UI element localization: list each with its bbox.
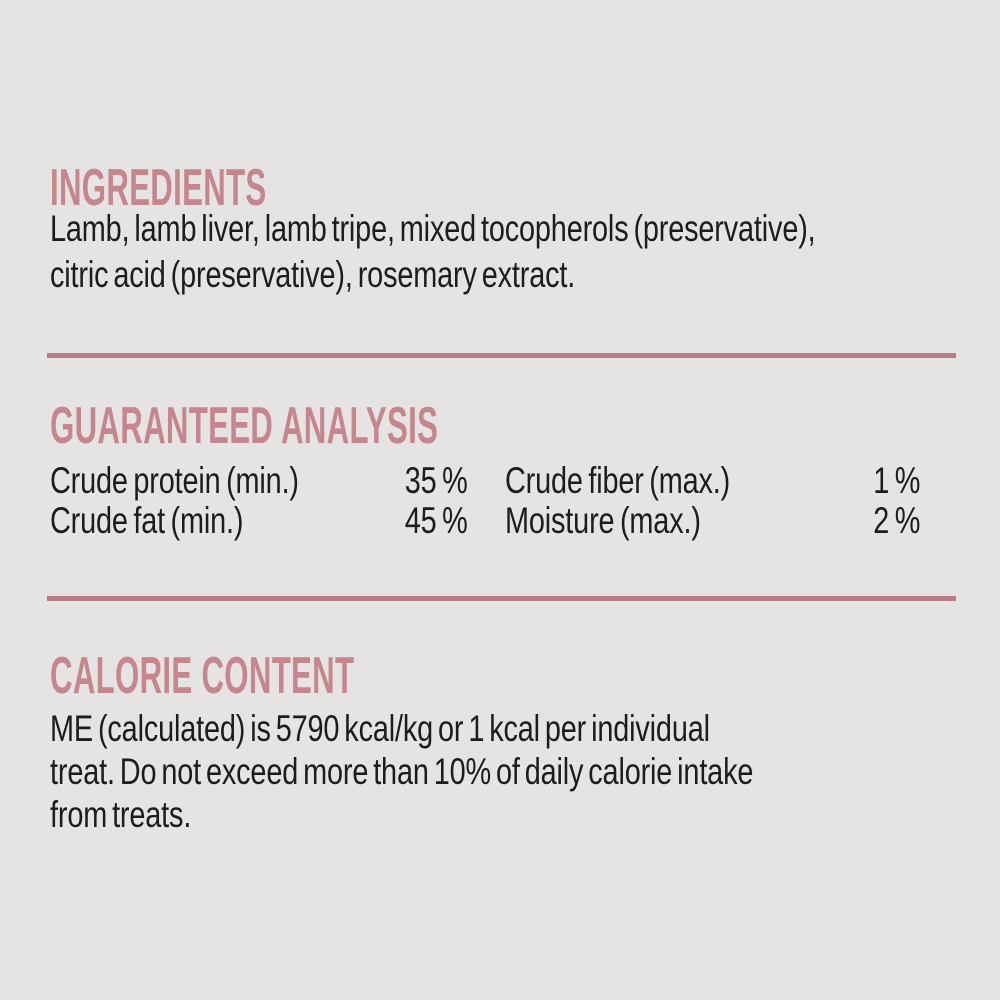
analysis-value-crude-fat: 45 % (405, 500, 468, 541)
analysis-label-crude-fiber: Crude fiber (max.) (505, 460, 731, 501)
ingredients-heading: INGREDIENTS (50, 159, 267, 217)
calorie-line-2: treat. Do not exceed more than 10% of daily calorie intake (50, 751, 754, 792)
analysis-value-crude-fiber: 1 % (873, 460, 920, 501)
analysis-label-crude-protein: Crude protein (min.) (50, 460, 299, 501)
analysis-value-moisture: 2 % (873, 500, 920, 541)
calorie-content-heading: CALORIE CONTENT (50, 647, 355, 705)
ingredients-line-2: citric acid (preservative), rosemary extract. (50, 254, 576, 295)
section-divider-1 (47, 353, 956, 358)
guaranteed-analysis-heading: GUARANTEED ANALYSIS (50, 397, 439, 455)
ingredients-text (50, 206, 816, 298)
ingredients-line-1: Lamb, lamb liver, lamb tripe, mixed tocopherols (preservative), (50, 208, 816, 249)
calorie-line-3: from treats. (50, 794, 192, 835)
analysis-label-moisture: Moisture (max.) (505, 500, 701, 541)
calorie-line-1: ME (calculated) is 5790 kcal/kg or 1 kcal per individual (50, 708, 710, 749)
analysis-value-crude-protein: 35 % (405, 460, 468, 501)
section-divider-2 (47, 596, 956, 601)
calorie-content-text (50, 707, 753, 836)
analysis-label-crude-fat: Crude fat (min.) (50, 500, 244, 541)
